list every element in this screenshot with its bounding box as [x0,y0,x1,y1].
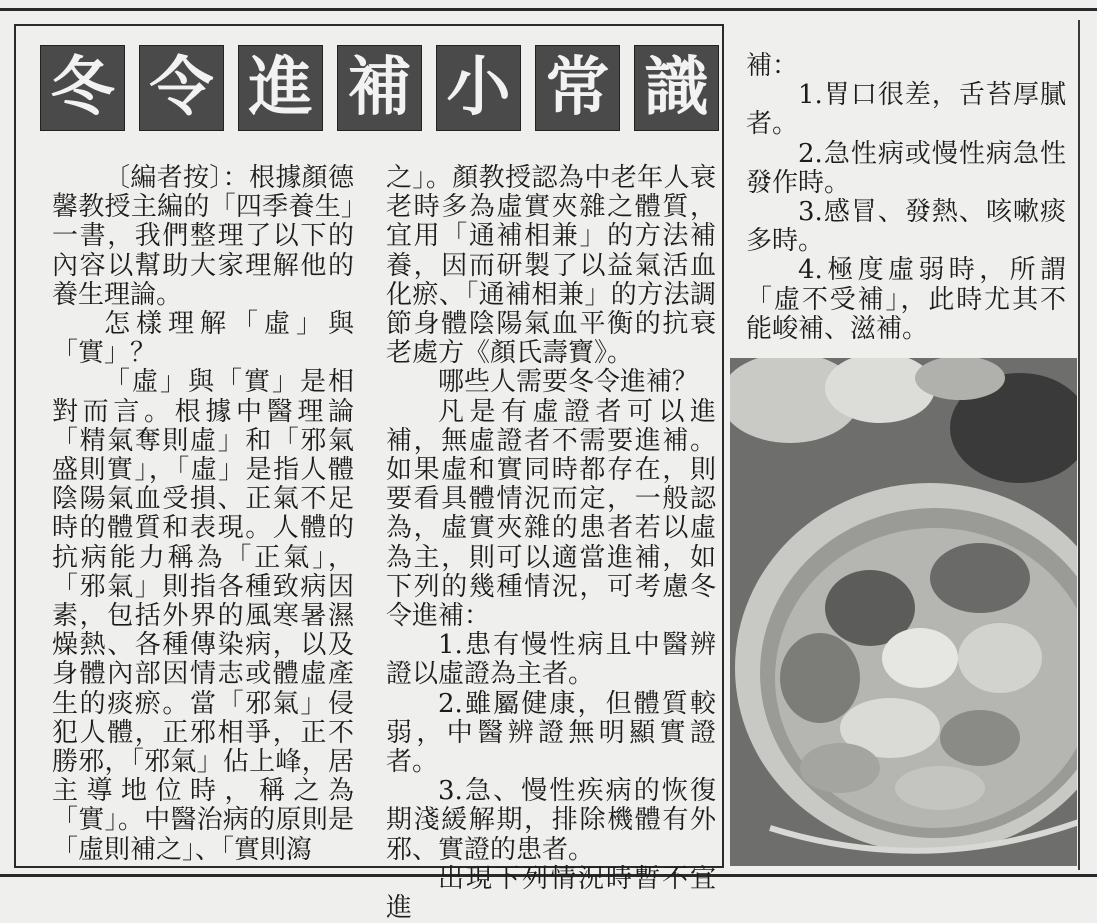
paragraph: 出現下列情況時暫不宜進 [386,863,716,923]
list-item: 1.患有慢性病且中醫辨證以虛證為主者。 [386,630,716,690]
text-column-1 [52,164,354,865]
paragraph: 補： [746,51,799,81]
title-char: 進 [238,45,323,131]
column-divider [1078,20,1080,870]
editor-note: 〔編者按〕：根據顏德馨教授主編的「四季養生」一書，我們整理了以下的內容以幫助大家理解他的養生理論。 [52,163,354,310]
title-char: 令 [139,45,224,131]
paragraph: 「虛」與「實」是相對而言。根據中醫理論「精氣奪則虛」和「邪氣盛則實」，「虛」是指人體陰陽氣血受損、正氣不足時的體質和表現。人體的抗病能力稱為「正氣」，「邪氣」則指各種致病因素，包括外界的風寒暑濕燥熱、各種傳染病，以及身體內部因情志或體虛產生的痰瘀。當「邪氣」侵犯人體，正邪相爭，正不勝邪，「邪氣」佔上峰，居主導地位時，稱之為「實」。中醫治病的原則是「虛則補之」、「實則瀉 [52,367,354,865]
text-column-2 [386,164,716,923]
title-char: 補 [337,45,422,131]
list-item: 3.急、慢性疾病的恢復期淺緩解期，排除機體有外邪、實證的患者。 [386,776,716,865]
section-heading: 哪些人需要冬令進補？ [438,367,699,398]
paragraph: 之」。顏教授認為中老年人衰老時多為虛實夾雜之體質，宜用「通補相兼」的方法補養，因而研製了以益氣活血化瘀、「通補相兼」的方法調節身體陰陽氣血平衡的抗衰老處方《顏氏壽寶》。 [386,163,716,369]
title-char: 識 [634,45,719,131]
list-item: 3.感冒、發熱、咳嗽痰多時。 [746,197,1066,257]
soup-bowl-illustration [730,358,1077,866]
top-rule [0,8,1097,11]
title-char: 常 [535,45,620,131]
title-char: 小 [436,45,521,131]
section-heading: 怎樣理解「虛」與「實」？ [52,309,354,369]
list-item: 2.雖屬健康，但體質較弱，中醫辨證無明顯實證者。 [386,688,716,778]
list-item: 1.胃口很差，舌苔厚膩者。 [746,80,1066,140]
title-char: 冬 [40,45,125,131]
article-title [40,45,719,131]
text-column-3 [746,52,1066,344]
soup-photo [730,358,1077,866]
list-item: 4.極度虛弱時，所謂「虛不受補」，此時尤其不能峻補、滋補。 [746,255,1066,344]
paragraph: 凡是有虛證者可以進補，無虛證者不需要進補。如果虛和實同時都存在，則要看具體情況而定，一般認為，虛實夾雜的患者若以虛為主，則可以適當進補，如下列的幾種情況，可考慮冬令進補： [386,396,716,632]
list-item: 2.急性病或慢性病急性發作時。 [746,138,1066,198]
